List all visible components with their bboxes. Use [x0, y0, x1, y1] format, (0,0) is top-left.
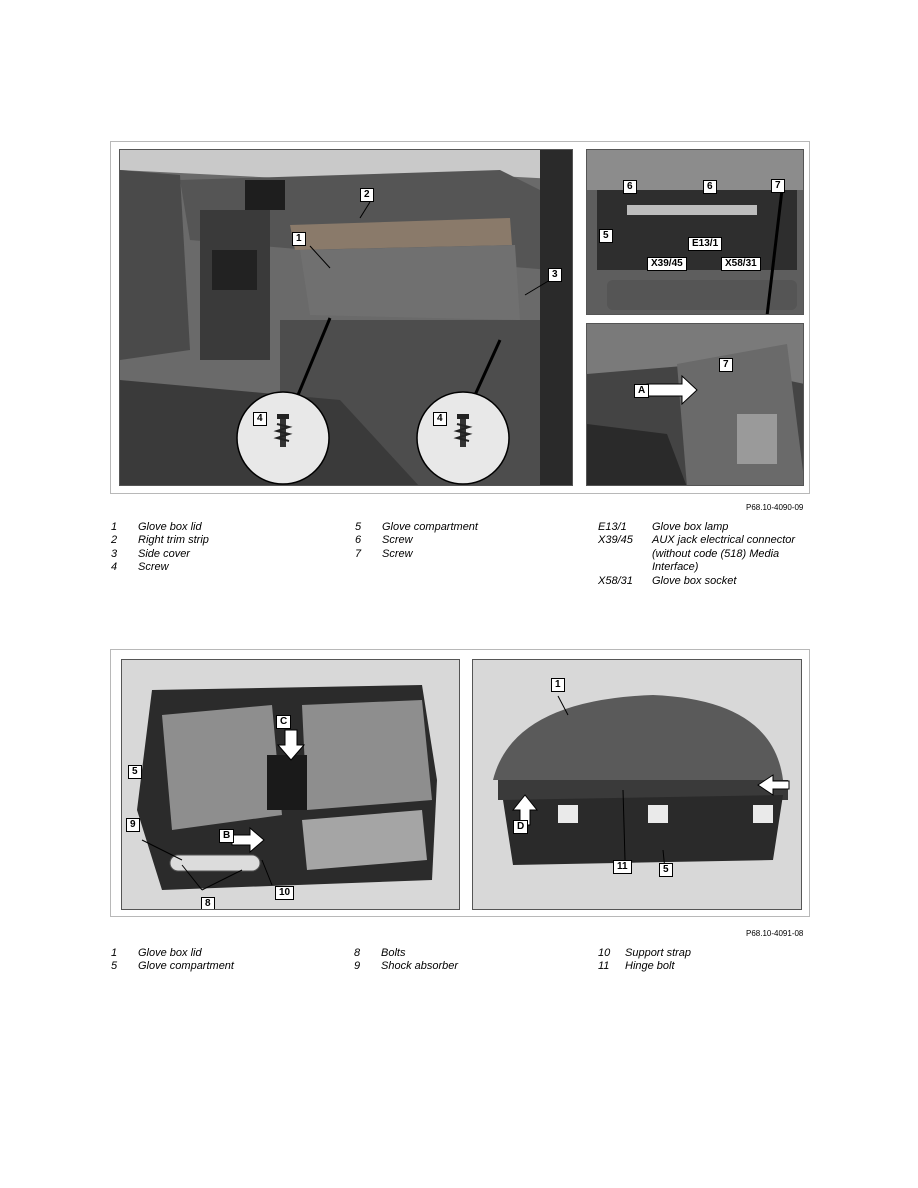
callout-8: 8: [201, 897, 215, 910]
callout-x58-31: X58/31: [721, 257, 761, 271]
callout-6-left: 6: [623, 180, 637, 194]
callout-4-right: 4: [433, 412, 447, 426]
legend-item: 3 Side cover: [111, 547, 190, 560]
callout-3: 3: [548, 268, 562, 282]
callout-1: 1: [551, 678, 565, 692]
legend-item: 8 Bolts: [354, 947, 406, 959]
lid-removed-illustration: [473, 660, 802, 910]
legend-item: 10 Support strap: [598, 947, 692, 959]
glove-compartment-illustration: [587, 150, 804, 315]
legend-item: 7 Screw: [355, 547, 413, 560]
callout-1: 1: [292, 232, 306, 246]
callout-4-left: 4: [253, 412, 267, 426]
legend-item: E13/1 Glove box lamp: [598, 521, 729, 533]
legend-item: 6 Screw: [355, 534, 413, 547]
callout-x39-45: X39/45: [647, 257, 687, 271]
compartment-open-photo: [121, 659, 460, 910]
figure2-legend-col2: [354, 947, 574, 974]
legend-item: X58/31 Glove box socket: [598, 574, 737, 587]
figure1-code: P68.10-4090-09: [746, 503, 804, 512]
legend-item: 5 Glove compartment: [355, 521, 478, 533]
callout-C: C: [276, 715, 291, 729]
callout-6-right: 6: [703, 180, 717, 194]
callout-10: 10: [275, 886, 294, 900]
legend-item: X39/45 AUX jack electrical connector (without code (518) Media Interface): [598, 534, 796, 574]
lid-hinge-photo: [586, 323, 804, 486]
callout-7-bottom: 7: [719, 358, 733, 372]
figure1-legend-col1: [111, 521, 311, 575]
legend-item: 1 Glove box lid: [111, 947, 202, 959]
dashboard-photo: [119, 149, 573, 486]
figure2-legend-col3: [598, 947, 813, 974]
figure-glove-compartment-detail: [110, 649, 810, 917]
dashboard-illustration: [120, 150, 573, 486]
legend-item: 9 Shock absorber: [354, 960, 459, 973]
compartment-open-illustration: [122, 660, 460, 910]
lid-removed-photo: [472, 659, 802, 910]
callout-7-top: 7: [771, 179, 785, 193]
callout-2: 2: [360, 188, 374, 202]
figure-glove-box-removal: [110, 141, 810, 494]
figure2-code: P68.10-4091-08: [746, 929, 804, 938]
legend-item: 2 Right trim strip: [111, 534, 209, 547]
legend-item: 5 Glove compartment: [111, 960, 234, 973]
callout-5-right: 5: [659, 863, 673, 877]
callout-11: 11: [613, 860, 632, 874]
figure2-legend-col1: [111, 947, 331, 974]
lid-hinge-illustration: [587, 324, 804, 486]
legend-item: 1 Glove box lid: [111, 521, 202, 533]
callout-B: B: [219, 829, 234, 843]
callout-9: 9: [126, 818, 140, 832]
callout-5: 5: [128, 765, 142, 779]
figure1-legend-col2: [355, 521, 575, 561]
legend-item: 11 Hinge bolt: [598, 960, 675, 973]
callout-D: D: [513, 820, 528, 834]
figure1-legend-col3: [598, 521, 813, 588]
callout-5: 5: [599, 229, 613, 243]
callout-e13-1: E13/1: [688, 237, 722, 251]
callout-A: A: [634, 384, 649, 398]
legend-item: 4 Screw: [111, 561, 169, 574]
glove-compartment-photo: [586, 149, 804, 315]
